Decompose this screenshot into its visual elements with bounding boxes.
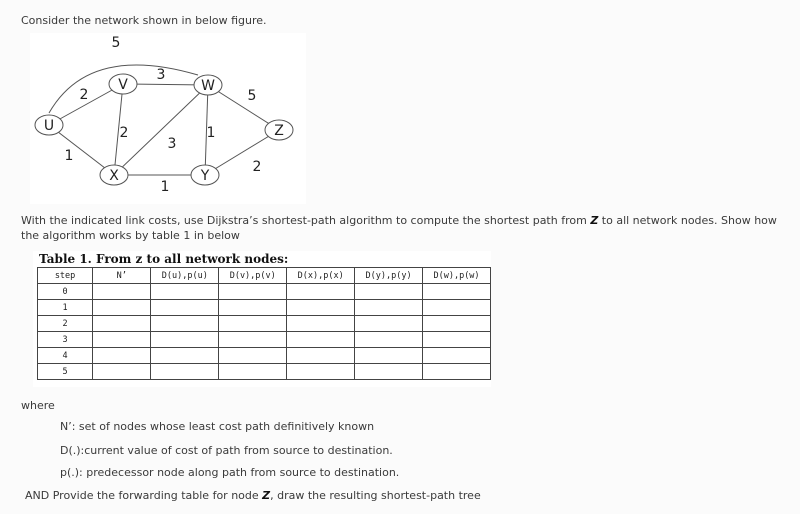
table-row xyxy=(38,348,491,364)
table-cell xyxy=(423,332,491,348)
table-cell xyxy=(219,284,287,300)
node-label: X xyxy=(109,168,119,184)
edge-cost-label: 5 xyxy=(247,88,257,104)
definition-d: D(.):current value of cost of path from source to destination. xyxy=(60,444,393,457)
table-cell xyxy=(287,284,355,300)
final-part2: , draw the resulting shortest-path tree xyxy=(270,489,481,502)
node-label: U xyxy=(43,118,55,134)
table-cell xyxy=(287,300,355,316)
dijkstra-table xyxy=(37,267,491,380)
table-cell xyxy=(219,300,287,316)
definition-p: p(.): predecessor node along path from source to destination. xyxy=(60,466,400,479)
table-cell xyxy=(287,316,355,332)
table-title: Table 1. From z to all network nodes: xyxy=(39,252,289,266)
table-cell xyxy=(423,316,491,332)
edge-cost-label: 3 xyxy=(167,136,177,152)
table-cell xyxy=(355,316,423,332)
table-cell xyxy=(423,300,491,316)
table-header-cell: D(y),p(y) xyxy=(355,268,423,284)
table-header-cell: D(w),p(w) xyxy=(423,268,491,284)
edge-cost-label: 1 xyxy=(206,125,216,141)
table-cell xyxy=(423,284,491,300)
table-header-cell: N’ xyxy=(93,268,151,284)
task-emph: Z xyxy=(590,214,599,227)
node-label: Z xyxy=(274,123,284,139)
table-cell xyxy=(151,316,219,332)
where-label: where xyxy=(21,399,55,412)
task-part1: With the indicated link costs, use Dijkstra’s shortest-path algorithm to compute the shortest path from xyxy=(21,214,591,227)
edge-cost-label: 1 xyxy=(64,148,74,164)
table-cell xyxy=(93,284,151,300)
edge-cost-label: 5 xyxy=(111,35,121,51)
table-cell xyxy=(287,348,355,364)
table-cell xyxy=(355,364,423,380)
table-cell xyxy=(219,348,287,364)
edge-cost-label: 2 xyxy=(119,125,129,141)
step-cell: 0 xyxy=(38,284,93,300)
table-cell xyxy=(151,300,219,316)
edge-cost-label: 1 xyxy=(160,179,170,195)
table-cell xyxy=(93,348,151,364)
task-text xyxy=(21,213,796,243)
final-part1: AND Provide the forwarding table for node xyxy=(25,489,263,502)
task-part2: to all network nodes. Show how the algorithm works by table 1 in below xyxy=(21,214,777,242)
table-row xyxy=(38,284,491,300)
table-cell xyxy=(93,316,151,332)
table-header-cell: D(v),p(v) xyxy=(219,268,287,284)
table-cell xyxy=(355,332,423,348)
table-cell xyxy=(93,300,151,316)
table-cell xyxy=(219,364,287,380)
table-cell xyxy=(219,332,287,348)
step-cell: 4 xyxy=(38,348,93,364)
table-cell xyxy=(287,364,355,380)
step-cell: 1 xyxy=(38,300,93,316)
table-cell xyxy=(355,284,423,300)
table-row xyxy=(38,364,491,380)
node-label: Y xyxy=(200,168,210,184)
table-cell xyxy=(219,316,287,332)
table-cell xyxy=(151,332,219,348)
table-header-cell: step xyxy=(38,268,93,284)
definition-n-prime: N’: set of nodes whose least cost path definitively known xyxy=(60,420,375,433)
table-row xyxy=(38,332,491,348)
step-cell: 5 xyxy=(38,364,93,380)
node-label: W xyxy=(201,78,215,94)
table-header-cell: D(u),p(u) xyxy=(151,268,219,284)
table-cell xyxy=(151,348,219,364)
table-cell xyxy=(93,332,151,348)
table-cell xyxy=(423,348,491,364)
table-cell xyxy=(93,364,151,380)
network-figure xyxy=(30,33,306,204)
edge-cost-label: 3 xyxy=(156,67,166,83)
table-header-cell: D(x),p(x) xyxy=(287,268,355,284)
final-emph: Z xyxy=(262,489,271,502)
node-label: V xyxy=(118,77,128,93)
table-cell xyxy=(355,300,423,316)
final-question xyxy=(25,488,481,503)
table-cell xyxy=(151,364,219,380)
table-1 xyxy=(33,251,491,387)
edge-cost-label: 2 xyxy=(252,159,262,175)
table-header-row xyxy=(38,268,491,284)
table-cell xyxy=(355,348,423,364)
table-cell xyxy=(287,332,355,348)
network-graph xyxy=(30,33,306,204)
table-cell xyxy=(151,284,219,300)
table-row xyxy=(38,300,491,316)
table-cell xyxy=(423,364,491,380)
intro-text: Consider the network shown in below figure. xyxy=(21,14,267,27)
table-row xyxy=(38,316,491,332)
step-cell: 3 xyxy=(38,332,93,348)
step-cell: 2 xyxy=(38,316,93,332)
edge-cost-label: 2 xyxy=(79,87,89,103)
